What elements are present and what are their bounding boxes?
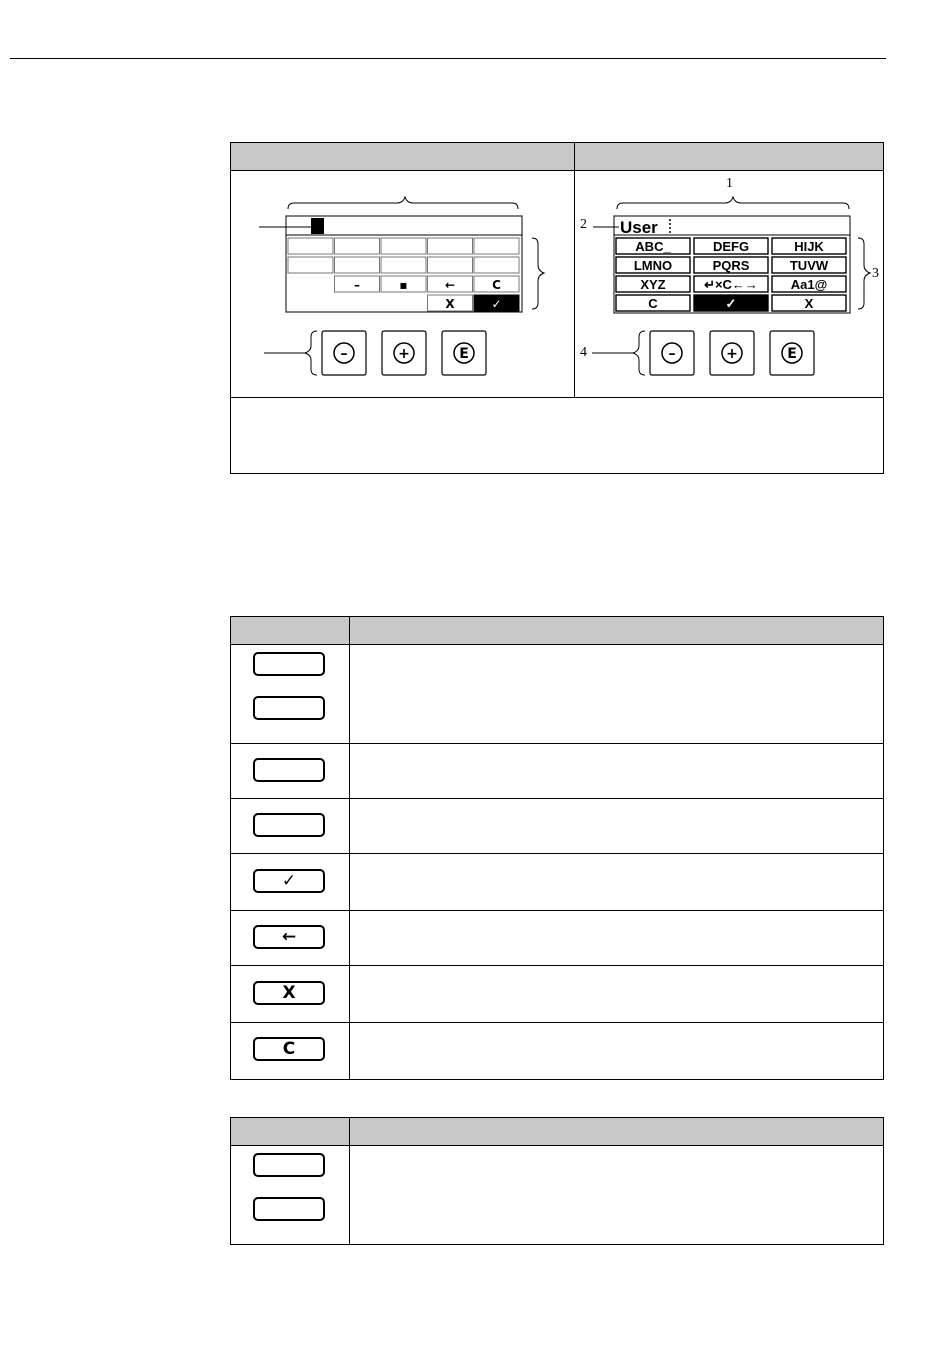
key-cell bbox=[231, 645, 350, 743]
input-table-header bbox=[231, 617, 883, 645]
text-key-label: ABC_ bbox=[635, 239, 671, 254]
brace-keys bbox=[305, 331, 317, 375]
brace-right-text bbox=[858, 238, 870, 309]
key-button-symbol: ← bbox=[281, 926, 297, 947]
numeric-key-1-0[interactable] bbox=[288, 257, 333, 273]
key-button-icon bbox=[253, 696, 325, 720]
correction-table bbox=[230, 1117, 884, 1245]
cursor-block bbox=[311, 218, 324, 234]
table-row bbox=[231, 1023, 883, 1079]
brace-right bbox=[532, 238, 544, 309]
key-cell bbox=[231, 911, 350, 965]
numeric-key-1-4[interactable] bbox=[474, 257, 519, 273]
text-key-label: DEFG bbox=[712, 239, 750, 254]
key-button-icon bbox=[253, 925, 325, 949]
numeric-key-0-2[interactable] bbox=[381, 238, 426, 254]
text-key-label: TUVW bbox=[789, 258, 829, 273]
table-row bbox=[231, 854, 883, 911]
key-cell bbox=[231, 854, 350, 910]
editor-figure-table bbox=[230, 142, 884, 474]
key-cell bbox=[231, 799, 350, 853]
table-row bbox=[231, 911, 883, 966]
correction-table-header-key bbox=[231, 1118, 350, 1145]
text-operating-keys bbox=[650, 331, 814, 375]
key-cell bbox=[231, 966, 350, 1022]
key-button-icon bbox=[253, 1153, 325, 1177]
operating-key-label: + bbox=[726, 346, 738, 362]
callout-3: 3 bbox=[872, 266, 879, 281]
text-key-label: ↵×C←→ bbox=[704, 277, 758, 292]
numeric-key-label: C bbox=[492, 278, 501, 292]
numeric-key-label: ▪ bbox=[399, 278, 408, 292]
text-key-label: Aa1@ bbox=[790, 277, 828, 292]
input-table-header-key bbox=[231, 617, 350, 644]
text-key-label: X bbox=[804, 296, 814, 311]
table-row bbox=[231, 744, 883, 799]
numeric-key-0-0[interactable] bbox=[288, 238, 333, 254]
text-key-label: XYZ bbox=[640, 277, 666, 292]
numeric-key-1-1[interactable] bbox=[335, 257, 380, 273]
figure-caption bbox=[231, 397, 883, 473]
numeric-key-grid bbox=[288, 238, 519, 311]
text-key-label: PQRS bbox=[712, 258, 750, 273]
table-row bbox=[231, 966, 883, 1023]
numeric-key-0-4[interactable] bbox=[474, 238, 519, 254]
key-button-symbol: C bbox=[282, 1038, 296, 1059]
numeric-key-0-3[interactable] bbox=[428, 238, 473, 254]
key-button-icon bbox=[253, 652, 325, 676]
text-key-label: C bbox=[648, 296, 658, 311]
operating-key-label: – bbox=[340, 346, 348, 362]
text-key-label: HIJK bbox=[794, 239, 824, 254]
brace-top-text bbox=[617, 197, 849, 209]
text-editor-figure bbox=[575, 171, 883, 397]
page-top-rule bbox=[10, 58, 886, 59]
input-table bbox=[230, 616, 884, 1080]
numeric-key-label: – bbox=[354, 278, 360, 292]
key-button-symbol: X bbox=[282, 982, 296, 1003]
table-row bbox=[231, 799, 883, 854]
text-editor-drawing bbox=[575, 171, 883, 397]
operating-key-label: E bbox=[459, 346, 469, 362]
numeric-key-label: ← bbox=[444, 278, 456, 292]
table-row bbox=[231, 1146, 883, 1244]
numeric-key-1-2[interactable] bbox=[381, 257, 426, 273]
numeric-editor-figure bbox=[231, 171, 575, 397]
entry-text: User bbox=[620, 218, 658, 237]
numeric-key-0-1[interactable] bbox=[335, 238, 380, 254]
numeric-key-label: X bbox=[445, 297, 455, 311]
key-button-icon bbox=[253, 1037, 325, 1061]
correction-table-header bbox=[231, 1118, 883, 1146]
operating-key-label: E bbox=[787, 346, 797, 362]
operating-key-label: – bbox=[668, 346, 676, 362]
key-button-symbol: ✓ bbox=[281, 870, 297, 891]
numeric-operating-keys bbox=[322, 331, 486, 375]
brace-top bbox=[288, 197, 518, 209]
table-row bbox=[231, 645, 883, 744]
text-key-label: LMNO bbox=[633, 258, 673, 273]
figure-header-text bbox=[575, 143, 883, 171]
numeric-key-1-3[interactable] bbox=[428, 257, 473, 273]
key-button-icon bbox=[253, 758, 325, 782]
key-cell bbox=[231, 1023, 350, 1079]
text-key-grid bbox=[616, 238, 846, 311]
brace-keys-text bbox=[633, 331, 645, 375]
key-button-icon bbox=[253, 813, 325, 837]
numeric-editor-drawing bbox=[231, 171, 575, 397]
numeric-key-label: ✓ bbox=[491, 297, 502, 311]
callout-4: 4 bbox=[580, 345, 587, 360]
text-key-label: ✓ bbox=[725, 296, 737, 311]
key-button-icon bbox=[253, 981, 325, 1005]
key-cell bbox=[231, 1146, 350, 1244]
key-button-icon bbox=[253, 869, 325, 893]
callout-1: 1 bbox=[726, 176, 733, 191]
callout-2: 2 bbox=[580, 217, 587, 232]
figure-header-numeric bbox=[231, 143, 575, 171]
operating-key-label: + bbox=[398, 346, 410, 362]
key-cell bbox=[231, 744, 350, 798]
key-button-icon bbox=[253, 1197, 325, 1221]
